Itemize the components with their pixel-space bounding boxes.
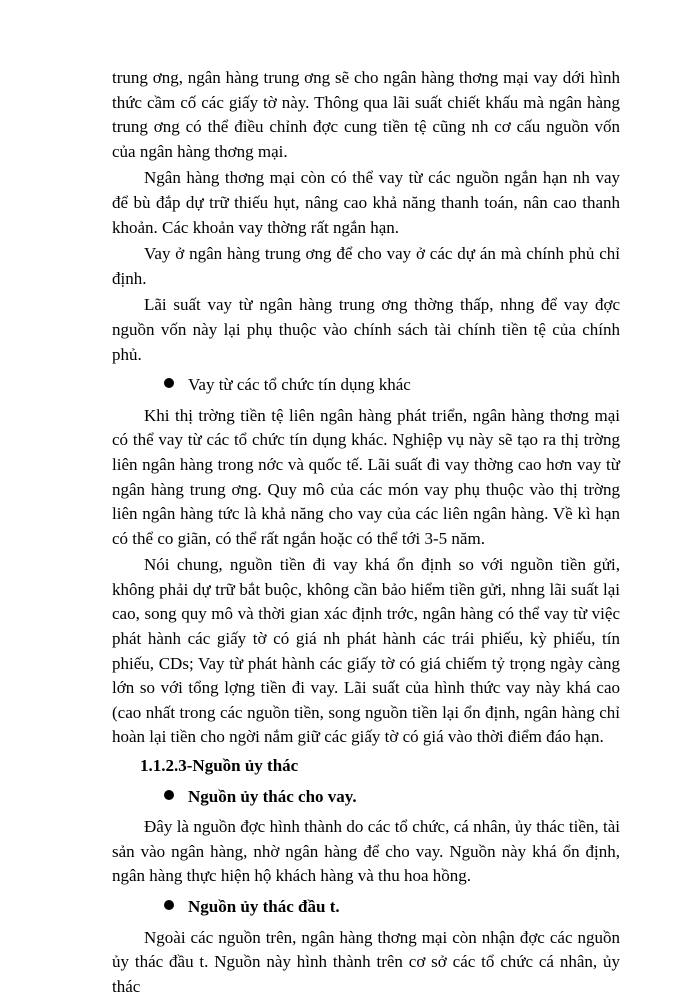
paragraph-2: Ngân hàng thơng mại còn có thể vay từ các nguồn ngắn hạn nh vay để bù đắp dự trữ thiếu hụt, nâng cao khả năng thanh toán, nân cao thanh khoản. Các khoản vay thờng rất ngắn hạn.	[112, 168, 620, 237]
paragraph-4: Lãi suất vay từ ngân hàng trung ơng thờng thấp, nhng để vay đợc nguồn vốn này lại phụ thuộc vào chính sách tài chính tiền tệ của chính phủ.	[112, 295, 620, 364]
paragraph-1: trung ơng, ngân hàng trung ơng sẽ cho ngân hàng thơng mại vay dới hình thức cầm cố các giấy tờ này. Thông qua lãi suất chiết khấu mà ngân hàng trung ơng có thể điều chỉnh đợc cung tiền tệ cũng nh cơ cấu nguồn vốn của ngân hàng thơng mại.	[112, 68, 620, 161]
bullet-label: Vay từ các tổ chức tín dụng khác	[188, 375, 411, 395]
bullet-item-other-credit-institutions	[112, 373, 620, 398]
paragraph-8: Ngoài các nguồn trên, ngân hàng thơng mại còn nhận đợc các nguồn ủy thác đầu t. Nguồn này hình thành trên cơ sở các tổ chức cá nhân, ủy thác	[112, 927, 620, 996]
bullet-item-trust-investment	[112, 895, 620, 920]
bullet-label: Nguồn ủy thác cho vay.	[188, 786, 357, 806]
bullet-icon	[164, 790, 174, 800]
section-heading: 1.1.2.3-Nguồn ủy thác	[140, 756, 299, 776]
bullet-label: Nguồn ủy thác đầu t.	[188, 897, 340, 916]
paragraph-7: Đây là nguồn đợc hình thành do các tổ chức, cá nhân, ủy thác tiền, tài sản vào ngân hàng, nhờ ngân hàng để cho vay. Nguồn này khá ổn định, ngân hàng thực hiện hộ khách hàng và thu hoa hồng.	[112, 817, 620, 886]
bullet-icon	[164, 900, 174, 910]
bullet-icon	[164, 378, 174, 388]
bullet-item-trust-lending	[112, 785, 620, 810]
paragraph-5: Khi thị trờng tiền tệ liên ngân hàng phát triển, ngân hàng thơng mại có thể vay từ các tổ chức tín dụng khác. Nghiệp vụ này sẽ tạo ra thị trờng liên ngân hàng trong nớc và quốc tế. Lãi suất đi vay thờng cao hơn vay từ ngân hàng trung ơng. Quy mô của các món vay phụ thuộc vào thị trờng liên ngân hàng tức là khả năng cho vay của các liên ngân hàng. Về kì hạn có thể co giãn, có thể rất ngắn hoặc có thể tới 3-5 năm.	[112, 405, 620, 548]
paragraph-3: Vay ở ngân hàng trung ơng để cho vay ở các dự án mà chính phủ chỉ định.	[112, 244, 620, 288]
paragraph-6: Nói chung, nguồn tiền đi vay khá ổn định so với nguồn tiền gửi, không phải dự trữ bắt buộc, không cần bảo hiểm tiền gửi, nhng lãi suất lại cao, song quy mô và thời gian xác định trớc, ngân hàng có thể vay từ việc phát hành các giấy tờ có giá nh phát hành các trái phiếu, kỳ phiếu, tín phiếu, CDs; Vay từ phát hành các giấy tờ có giá chiếm tỷ trọng ngày càng lớn so với tổng lợng tiền đi vay. Lãi suất của hình thức vay này khá cao (cao nhất trong các nguồn tiền, song nguồn tiền lại ổn định, ngân hàng chỉ hoàn lại tiền cho ngời nắm giữ các giấy tờ có giá vào thời điểm đáo hạn.	[112, 555, 620, 747]
